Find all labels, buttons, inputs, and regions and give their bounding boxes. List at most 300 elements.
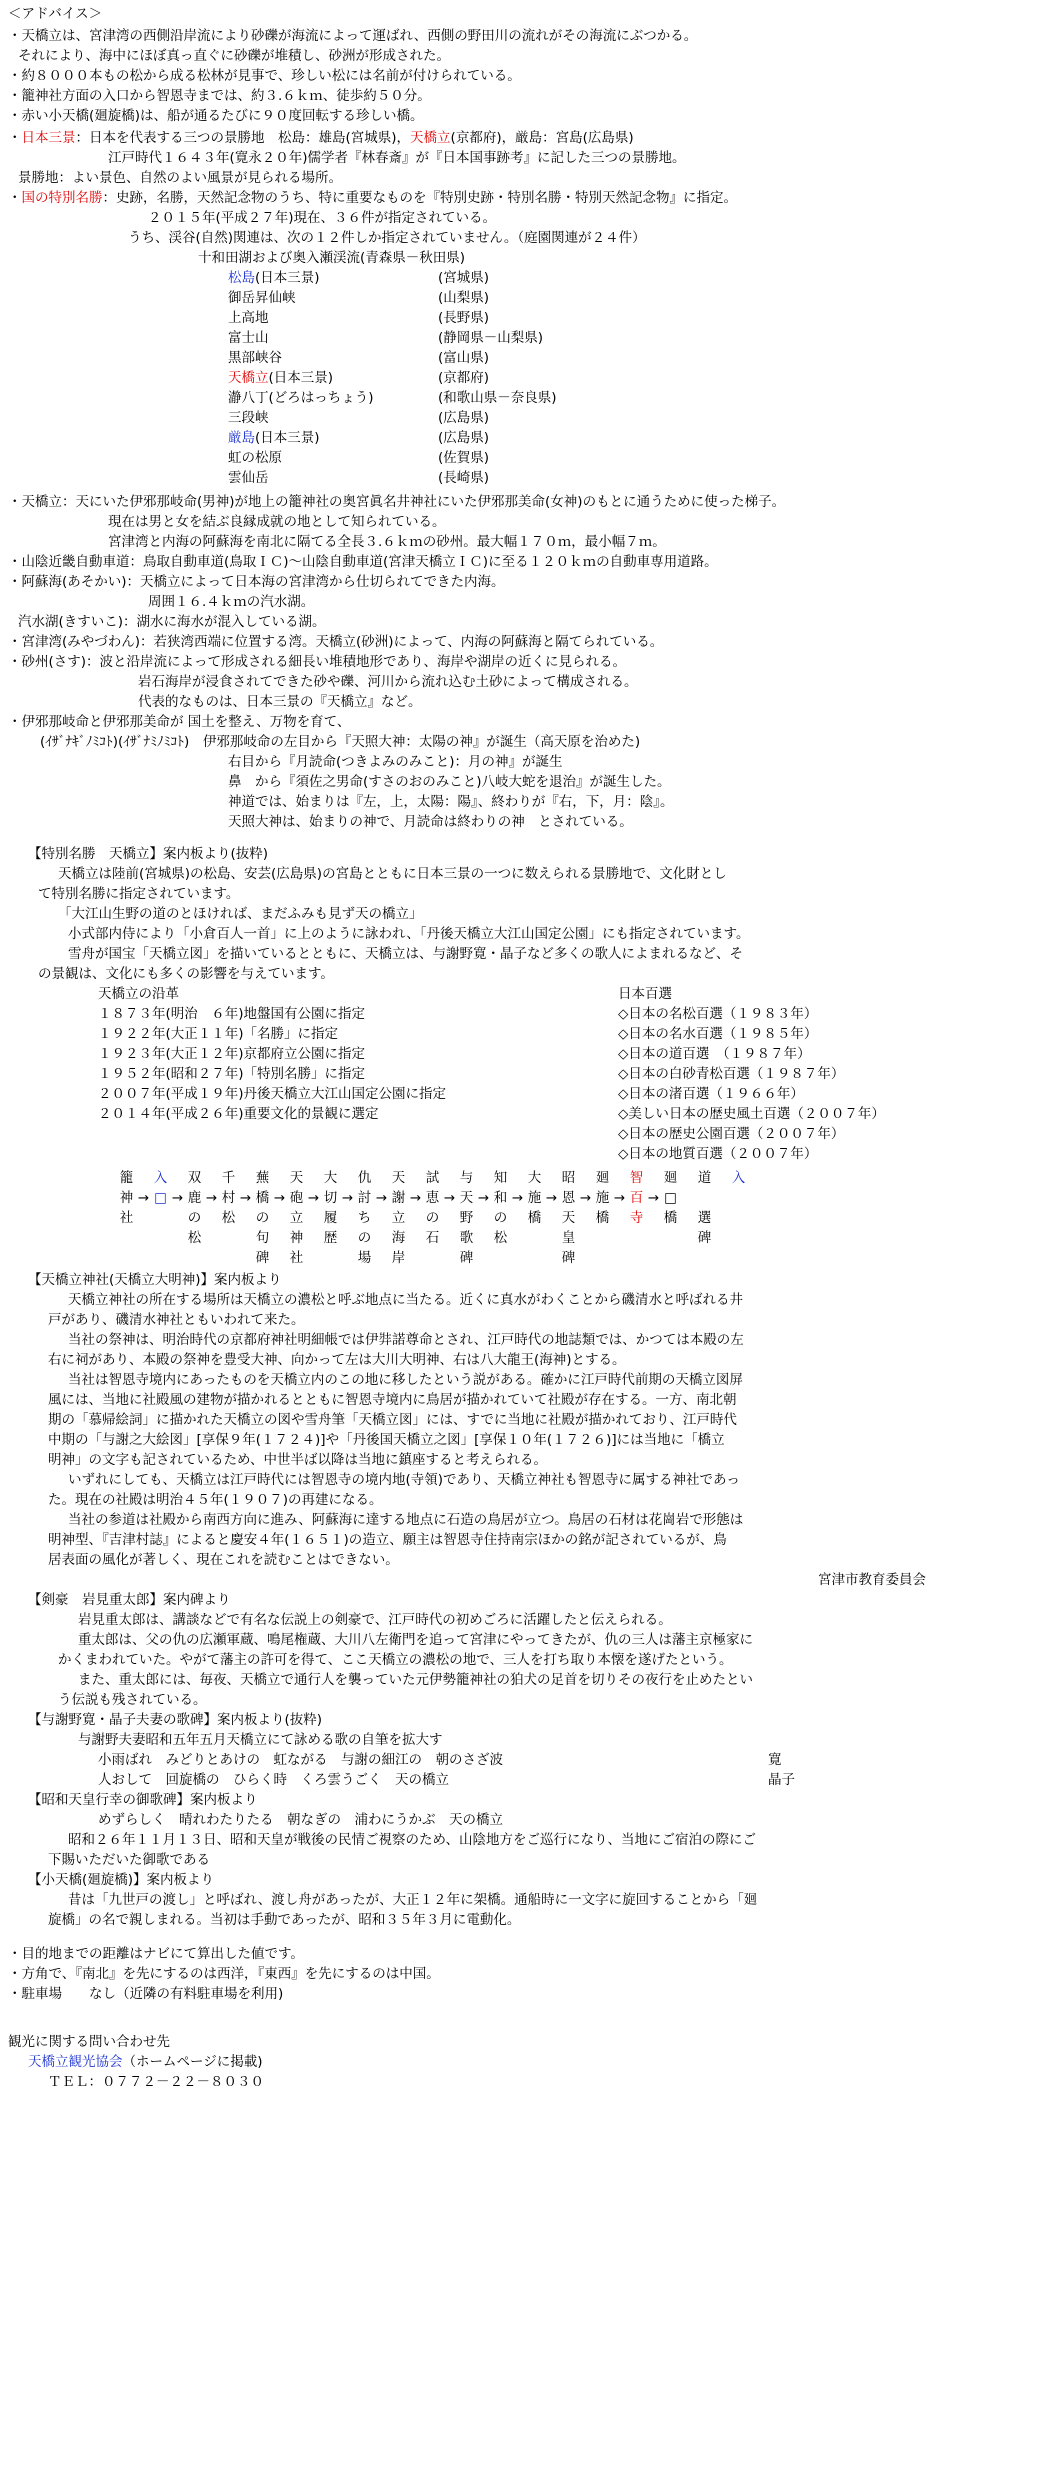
- history-item: １９５２年(昭和２７年)「特別名勝」に指定: [98, 1066, 366, 1082]
- route-map-char: [475, 1168, 492, 1188]
- route-map-char: [118, 1248, 135, 1268]
- board-line: 右に祠があり、本殿の祭神を豊受大神、向かって左は大川大明神、右は八大龍王(海神)とする。: [48, 1352, 626, 1368]
- route-map-char: 野: [459, 1210, 474, 1226]
- route-map-char: [135, 1168, 152, 1188]
- bullet: ・: [8, 190, 22, 206]
- route-map-char: 蕪: [255, 1170, 270, 1186]
- poet-name: 晶子: [768, 1772, 795, 1788]
- route-map-char: [492, 1248, 509, 1268]
- hyakusen-item: ◇日本の道百選 （１９８７年）: [618, 1046, 811, 1062]
- route-map-char: [152, 1228, 169, 1248]
- route-map-char: 和: [493, 1190, 508, 1206]
- route-map-char: の: [255, 1210, 270, 1226]
- sankei-amanohashidate: 天橋立: [410, 130, 451, 146]
- route-map-char: [577, 1228, 594, 1248]
- board-line: 与謝野夫妻昭和五年五月天橋立にて詠める歌の自筆を拡大す: [78, 1732, 443, 1748]
- tail-line: ・目的地までの距離はナビにて算出した値です。: [8, 1946, 304, 1962]
- place-pref: (広島県): [438, 410, 490, 426]
- route-map-char: □: [154, 1190, 167, 1206]
- route-map-char: 石: [425, 1230, 440, 1246]
- place-suffix: (日本三景): [255, 270, 320, 286]
- history-item: ２０１４年(平成２６年)重要文化的景観に選定: [98, 1106, 379, 1122]
- board-line: 【特別名勝 天橋立】案内板より(抜粋): [28, 846, 269, 862]
- route-map-char: 履: [323, 1210, 338, 1226]
- contact-org: 天橋立観光協会: [28, 2054, 123, 2070]
- route-map-char: [441, 1248, 458, 1268]
- board-line: 戸があり、磯清水神社ともいわれて来た。: [48, 1312, 305, 1328]
- board-line: 「大江山生野の道のとほければ、まだふみも見ず天の橋立」: [58, 906, 423, 922]
- route-map-char: 試: [425, 1170, 440, 1186]
- route-map-char: [152, 1208, 169, 1228]
- route-map-char: 鹿: [187, 1190, 202, 1206]
- route-map-char: 大: [323, 1170, 338, 1186]
- note-line: 岩石海岸が浸食されてできた砂や礫、河川から流れ込む土砂によって構成される。: [138, 674, 638, 690]
- route-map-char: [305, 1168, 322, 1188]
- hyakusen-item: ◇日本の名松百選（１９８３年）: [618, 1006, 818, 1022]
- place-row: [228, 428, 320, 448]
- route-map-char: [407, 1228, 424, 1248]
- route-map-char: [169, 1208, 186, 1228]
- board-line: いずれにしても、天橋立は江戸時代には智恩寺の境内地(寺領)であり、天橋立神社も智恩寺に属する神社であっ: [68, 1472, 740, 1488]
- route-map-char: [373, 1168, 390, 1188]
- board-line: 【剣豪 岩見重太郎】案内碑より: [28, 1592, 231, 1608]
- route-map-char: [237, 1228, 254, 1248]
- route-map-char: [645, 1208, 662, 1228]
- route-map-char: →: [511, 1190, 524, 1206]
- route-map-char: [645, 1168, 662, 1188]
- special-scenic-label: 国の特別名勝: [21, 190, 103, 206]
- sankei-text: (京都府)，厳島：宮島(広島県): [450, 130, 634, 146]
- route-map-char: [407, 1248, 424, 1268]
- route-map-char: [509, 1248, 526, 1268]
- board-line: めずらしく 晴れわたりたる 朝なぎの 浦わにうかぶ 天の橋立: [98, 1812, 503, 1828]
- route-map-char: →: [307, 1190, 320, 1206]
- route-map-char: 入: [153, 1170, 168, 1186]
- route-map-char: 句: [255, 1230, 270, 1246]
- route-map-char: [407, 1208, 424, 1228]
- board-line: 旋橋」の名で親しまれる。当初は手動であったが、昭和３５年３月に電動化。: [48, 1912, 521, 1928]
- hyakusen-item: ◇日本の地質百選（２００７年）: [618, 1146, 818, 1162]
- route-map-char: [407, 1168, 424, 1188]
- place-pref: (静岡県－山梨県): [438, 330, 544, 346]
- route-map-char: [441, 1168, 458, 1188]
- board-line: 【小天橋(廻旋橋)】案内板より: [28, 1872, 215, 1888]
- route-map-row: [118, 1248, 577, 1268]
- board-line: かくまわれていた。やがて藩主の許可を得て、ここ天橋立の濃松の地で、三人を打ち取り本懐を遂げたという。: [58, 1652, 733, 1668]
- board-line: 当社は智恩寺境内にあったものを天橋立内のこの地に移したという説がある。確かに江戸時代前期の天橋立図屏: [68, 1372, 743, 1388]
- route-map-char: [339, 1208, 356, 1228]
- route-map-char: [152, 1248, 169, 1268]
- route-map-char: 海: [391, 1230, 406, 1246]
- note-line: 右目から『月読命(つきよみのみこと)：月の神』が誕生: [228, 754, 563, 770]
- route-map-char: 施: [595, 1190, 610, 1206]
- route-map-char: [594, 1228, 611, 1248]
- route-map-char: [628, 1228, 645, 1248]
- route-map-char: の: [187, 1210, 202, 1226]
- board-line: 明神型、『吉津村誌』によると慶安４年(１６５１)の造立、願主は智恩寺住持南宗ほかの銘が記されているが、鳥: [48, 1532, 727, 1548]
- contact-title: 観光に関する問い合わせ先: [8, 2034, 170, 2050]
- sankei-text: ：日本を代表する三つの景勝地 松島：雄島(宮城県)，: [75, 130, 411, 146]
- note-line: 宮津湾と内海の阿蘇海を南北に隔てる全長３.６ｋｍの砂州。最大幅１７０ｍ，最小幅７ｍ。: [108, 534, 666, 550]
- note-line: ・阿蘇海(あそかい)：天橋立によって日本海の宮津湾から仕切られてできた内海。: [8, 574, 505, 590]
- board-line: 天橋立は陸前(宮城県)の松島、安芸(広島県)の宮島とともに日本三景の一つに数えられる景勝地で、文化財とし: [58, 866, 727, 882]
- route-map-char: □: [664, 1190, 677, 1206]
- note-line: 天照大神は、始まりの神で、月読命は終わりの神 とされている。: [228, 814, 633, 830]
- route-map-char: [169, 1168, 186, 1188]
- route-map-char: [713, 1168, 730, 1188]
- hyakusen-item: ◇日本の名水百選（１９８５年）: [618, 1026, 818, 1042]
- route-map-char: 天: [289, 1170, 304, 1186]
- hyakusen-item: ◇美しい日本の歴史風土百選（２００７年）: [618, 1106, 885, 1122]
- place-name: 天橋立: [228, 370, 269, 386]
- note-line: 汽水湖(きすいこ)：湖水に海水が混入している湖。: [18, 614, 326, 630]
- note-line: 神道では、始まりは『左，上，太陽：陽』、終わりが『右，下，月：陰』。: [228, 794, 674, 810]
- hyakusen-item: ◇日本の渚百選（１９６６年）: [618, 1086, 804, 1102]
- place-row: [228, 288, 296, 308]
- route-map-char: [169, 1228, 186, 1248]
- place-name: 虹の松原: [228, 450, 282, 466]
- place-name: 厳島: [228, 430, 255, 446]
- route-map-char: [169, 1248, 186, 1268]
- board-line: 昭和２６年１１月１３日、昭和天皇が戦後の民情ご視察のため、山陰地方をご巡行になり、当地にご宿泊の際にご: [68, 1832, 756, 1848]
- route-map-char: [339, 1168, 356, 1188]
- route-map-char: の: [425, 1210, 440, 1226]
- route-map-char: [220, 1248, 237, 1268]
- board-line: 天橋立神社の所在する場所は天橋立の濃松と呼ぶ地点に当たる。近くに真水がわくことから磯清水と呼ばれる井: [68, 1292, 743, 1308]
- route-map-char: [475, 1208, 492, 1228]
- route-map-char: 大: [527, 1170, 542, 1186]
- board-line: また、重太郎には、毎夜、天橋立で通行人を襲っていた元伊勢籠神社の狛犬の足首を切りその夜行を止めたとい: [78, 1672, 753, 1688]
- route-map-char: 岸: [391, 1250, 406, 1266]
- place-row: [228, 408, 269, 428]
- sankei-definition: 景勝地：よい景色、自然のよい風景が見られる場所。: [18, 170, 342, 186]
- board-line: て特別名勝に指定されています。: [38, 886, 240, 902]
- route-map-char: [135, 1228, 152, 1248]
- route-map-char: [424, 1248, 441, 1268]
- route-map-char: [577, 1208, 594, 1228]
- note-line: 代表的なものは、日本三景の『天橋立』など。: [138, 694, 422, 710]
- place-name: 黒部峡谷: [228, 350, 282, 366]
- route-map-char: の: [493, 1210, 508, 1226]
- route-map-row: [118, 1188, 679, 1208]
- advice-item: ・籠神社方面の入口から智恩寺までは、約３.６ｋｍ、徒歩約５０分。: [8, 88, 431, 104]
- route-map-char: 選: [697, 1210, 712, 1226]
- route-map-char: 立: [289, 1210, 304, 1226]
- place-name: 雲仙岳: [228, 470, 269, 486]
- sankei-history: 江戸時代１６４３年(寛永２０年)儒学者『林春斎』が『日本国事跡考』に記した三つの景勝地。: [108, 150, 686, 166]
- route-map-char: 松: [493, 1230, 508, 1246]
- route-map-char: ち: [357, 1210, 372, 1226]
- note-line: 現在は男と女を結ぶ良縁成就の地として知られている。: [108, 514, 446, 530]
- route-map-char: [220, 1228, 237, 1248]
- route-map-char: [679, 1208, 696, 1228]
- board-line: 宮津市教育委員会: [818, 1572, 926, 1588]
- route-map-char: 松: [187, 1230, 202, 1246]
- place-pref: (京都府): [438, 370, 490, 386]
- route-map-char: →: [613, 1190, 626, 1206]
- route-map-char: [441, 1228, 458, 1248]
- route-map-char: [611, 1168, 628, 1188]
- special-scenic-count: ２０１５年(平成２７年)現在、３６件が指定されている。: [148, 210, 497, 226]
- place-name: 十和田湖および奥入瀬渓流: [198, 250, 360, 266]
- route-map-char: 謝: [391, 1190, 406, 1206]
- advice-item: それにより、海中にほぼ真っ直ぐに砂礫が堆積し、砂洲が形成された。: [18, 48, 450, 64]
- route-map-char: →: [477, 1190, 490, 1206]
- hyakusen-item: ◇日本の白砂青松百選（１９８７年）: [618, 1066, 845, 1082]
- place-pref: (和歌山県－奈良県): [438, 390, 557, 406]
- note-line: (ｲｻﾞﾅｷﾞﾉﾐｺﾄ)(ｲｻﾞﾅﾐﾉﾐｺﾄ) 伊邪那岐命の左目から『天照大神：太陽の神』が誕生（高天原を治めた): [40, 734, 641, 750]
- advice-title: ＜アドバイス＞: [8, 6, 103, 22]
- route-map-char: 社: [119, 1210, 134, 1226]
- place-suffix: (日本三景): [255, 430, 320, 446]
- route-map-char: [543, 1208, 560, 1228]
- place-pref: (長崎県): [438, 470, 490, 486]
- route-map-char: [441, 1208, 458, 1228]
- route-map-char: 千: [221, 1170, 236, 1186]
- history-item: １９２２年(大正１１年)「名勝」に指定: [98, 1026, 339, 1042]
- board-line: 風には、当地に社殿風の建物が描かれるとともに智恩寺境内に鳥居が描かれていて社殿が存在する。一方、南北朝: [48, 1392, 737, 1408]
- route-map-char: 橋: [527, 1210, 542, 1226]
- route-map-char: の: [357, 1230, 372, 1246]
- route-map-char: [373, 1228, 390, 1248]
- place-pref: (長野県): [438, 310, 490, 326]
- route-map-char: [203, 1208, 220, 1228]
- place-name: 三段峡: [228, 410, 269, 426]
- route-map-char: →: [545, 1190, 558, 1206]
- note-line: ・砂州(さす)：波と沿岸流によって形成される細長い堆積地形であり、海岸や湖岸の近くに見られる。: [8, 654, 627, 670]
- route-map-char: [679, 1168, 696, 1188]
- place-row: [228, 348, 282, 368]
- board-line: 居表面の風化が著しく、現在これを読むことはできない。: [48, 1552, 399, 1568]
- route-map-char: 村: [221, 1190, 236, 1206]
- board-line: の景観は、文化にも多くの影響を与えています。: [38, 966, 334, 982]
- route-map-char: [509, 1168, 526, 1188]
- board-line: 中期の「与謝之大絵図」[享保９年(１７２４)]や「丹後国天橋立之図」[享保１０年(１７２６)]には当地に「橋立: [48, 1432, 725, 1448]
- route-map-char: [271, 1168, 288, 1188]
- route-map-row: [118, 1228, 713, 1248]
- route-map-char: [237, 1168, 254, 1188]
- route-map-char: →: [137, 1190, 150, 1206]
- route-map-char: [645, 1228, 662, 1248]
- route-map-char: [611, 1208, 628, 1228]
- route-map-char: 神: [289, 1230, 304, 1246]
- route-map-char: 場: [357, 1250, 372, 1266]
- route-map-char: [543, 1228, 560, 1248]
- place-row: [228, 468, 269, 488]
- tail-line: ・方角で、『南北』を先にするのは西洋，『東西』を先にするのは中国。: [8, 1966, 440, 1982]
- route-map-char: 廻: [663, 1170, 678, 1186]
- place-row: [228, 388, 374, 408]
- place-pref: (佐賀県): [438, 450, 490, 466]
- board-line: 岩見重太郎は、講談などで有名な伝説上の剣豪で、江戸時代の初めごろに活躍したと伝えられる。: [78, 1612, 672, 1628]
- hyakusen-title: 日本百選: [618, 986, 672, 1002]
- route-map-char: 立: [391, 1210, 406, 1226]
- board-line: 重太郎は、父の仇の広瀬軍蔵、鳴尾権蔵、大川八左衛門を追って宮津にやってきたが、仇の三人は藩主京極家に: [78, 1632, 753, 1648]
- route-map-char: 歌: [459, 1230, 474, 1246]
- route-map-char: [203, 1228, 220, 1248]
- board-line: 雪舟が国宝「天橋立図」を描いているとともに、天橋立は、与謝野寛・晶子など多くの歌人によまれるなど、そ: [68, 946, 743, 962]
- route-map-char: 碑: [561, 1250, 576, 1266]
- place-pref: (富山県): [438, 350, 490, 366]
- place-row: [228, 368, 333, 388]
- board-line: う伝説も残されている。: [58, 1692, 207, 1708]
- route-map-char: 天: [391, 1170, 406, 1186]
- route-map-char: 入: [731, 1170, 746, 1186]
- route-map-char: [305, 1208, 322, 1228]
- route-map-char: [135, 1208, 152, 1228]
- route-map-char: [305, 1248, 322, 1268]
- contact-org-note: （ホームページに掲載): [122, 2054, 263, 2070]
- place-name: 御岳昇仙峡: [228, 290, 296, 306]
- poet-name: 寛: [768, 1752, 782, 1768]
- place-row: [198, 248, 465, 268]
- route-map-char: [203, 1168, 220, 1188]
- advice-item: ・約８０００本もの松から成る松林が見事で、珍しい松には名前が付けられている。: [8, 68, 521, 84]
- route-map-char: [373, 1248, 390, 1268]
- place-pref: (宮城県): [438, 270, 490, 286]
- history-item: １９２３年(大正１２年)京都府立公園に指定: [98, 1046, 366, 1062]
- place-suffix: (日本三景): [268, 370, 334, 386]
- tail-line: ・駐車場 なし（近隣の有料駐車場を利用): [8, 1986, 284, 2002]
- advice-item: ・赤い小天橋(廻旋橋)は、船が通るたびに９０度回転する珍しい橋。: [8, 108, 424, 124]
- route-map-char: [662, 1228, 679, 1248]
- note-line: ・伊邪那岐命と伊邪那美命が 国土を整え、万物を育て、: [8, 714, 351, 730]
- board-line: 明神」の文字も記されているため、中世半ば以降は当地に鎮座すると考えられる。: [48, 1452, 547, 1468]
- route-map-char: [186, 1248, 203, 1268]
- route-map-char: 道: [697, 1170, 712, 1186]
- route-map-char: 恵: [425, 1190, 440, 1206]
- route-map-char: [271, 1228, 288, 1248]
- history-title: 天橋立の沿革: [98, 986, 179, 1002]
- route-map-char: [118, 1228, 135, 1248]
- history-item: １８７３年(明治 ６年)地盤国有公園に指定: [98, 1006, 366, 1022]
- route-map-char: [271, 1208, 288, 1228]
- route-map-char: 施: [527, 1190, 542, 1206]
- route-map-char: →: [205, 1190, 218, 1206]
- special-scenic-text: ：史跡，名勝，天然記念物のうち、特に重要なものを『特別史跡・特別名勝・特別天然記念物』に指定。: [102, 190, 737, 206]
- board-line: 当社の祭神は、明治時代の京都府神社明細帳では伊弉諾尊命とされ、江戸時代の地誌類では、かつては本殿の左: [68, 1332, 744, 1348]
- route-map-char: [679, 1228, 696, 1248]
- route-map-char: 討: [357, 1190, 372, 1206]
- place-name: 上高地: [228, 310, 269, 326]
- route-map-char: →: [443, 1190, 456, 1206]
- route-map-char: [135, 1248, 152, 1268]
- route-map-char: →: [239, 1190, 252, 1206]
- place-row: [228, 268, 320, 288]
- board-line: 小雨ばれ みどりとあけの 虹ながる 与謝の細江の 朝のさざ波: [98, 1752, 503, 1768]
- board-line: 【天橋立神社(天橋立大明神)】案内板より: [28, 1272, 282, 1288]
- note-line: ・山陰近畿自動車道：鳥取自動車道(鳥取ＩＣ)～山陰自動車道(宮津天橋立ＩＣ)に至る１２０ｋｍの自動車専用道路。: [8, 554, 718, 570]
- route-map-char: [339, 1248, 356, 1268]
- board-line: 昔は「九世戸の渡し」と呼ばれ、渡し舟があったが、大正１２年に架橋。通船時に一文字に旋回することから「廻: [68, 1892, 758, 1908]
- route-map-char: [322, 1248, 339, 1268]
- route-map-char: [203, 1248, 220, 1268]
- route-map-char: 碑: [697, 1230, 712, 1246]
- route-map-char: 松: [221, 1210, 236, 1226]
- history-item: ２００７年(平成１９年)丹後天橋立大江山国定公園に指定: [98, 1086, 447, 1102]
- route-map-char: [526, 1228, 543, 1248]
- route-map-char: 恩: [561, 1190, 576, 1206]
- route-map-char: 双: [187, 1170, 202, 1186]
- route-map-char: 寺: [629, 1210, 644, 1226]
- board-line: 【昭和天皇行幸の御歌碑】案内板より: [28, 1792, 258, 1808]
- place-row: [228, 328, 269, 348]
- place-name: 瀞八丁(どろはっちょう): [228, 390, 374, 406]
- route-map-char: [237, 1208, 254, 1228]
- route-map-row: [118, 1168, 747, 1188]
- special-scenic-ravines: うち、渓谷(自然)関連は、次の１２件しか指定されていません。（庭園関連が２４件）: [128, 230, 646, 246]
- route-map-char: [526, 1248, 543, 1268]
- route-map-char: [509, 1228, 526, 1248]
- board-line: 人おして 回旋橋の ひらく時 くろ雲うごく 天の橋立: [98, 1772, 449, 1788]
- bullet: ・: [8, 130, 22, 146]
- route-map-char: →: [579, 1190, 592, 1206]
- place-pref: (青森県－秋田県): [360, 250, 466, 266]
- advice-item: ・天橋立は、宮津湾の西側沿岸流により砂礫が海流によって運ばれ、西側の野田川の流れがその海流にぶつかる。: [8, 28, 698, 44]
- route-map-row: [118, 1208, 713, 1228]
- note-line: ・天橋立：天にいた伊邪那岐命(男神)が地上の籠神社の奥宮眞名井神社にいた伊邪那美命(女神)のもとに通うために使った梯子。: [8, 494, 786, 510]
- route-map-char: 与: [459, 1170, 474, 1186]
- place-name: 松島: [228, 270, 255, 286]
- route-map-char: 天: [561, 1210, 576, 1226]
- board-line: 当社の参道は社殿から南西方向に進み、阿蘇海に達する地点に石造の鳥居が立つ。鳥居の石材は花崗岩で形態は: [68, 1512, 744, 1528]
- board-line: 期の「慕帰絵詞」に描かれた天橋立の図や雪舟筆「天橋立図」には、すでに当地に社殿が描かれており、江戸時代: [48, 1412, 737, 1428]
- contact-tel: ＴＥＬ：０７７２－２２－８０３０: [48, 2074, 264, 2090]
- route-map-char: 廻: [595, 1170, 610, 1186]
- board-line: 下賜いただいた御歌である: [48, 1852, 210, 1868]
- route-map-char: 百: [629, 1190, 644, 1206]
- board-line: 小式部内侍により「小倉百人一首」に上のように詠われ、「丹後天橋立大江山国定公園」にも指定されています。: [68, 926, 750, 942]
- route-map-char: 知: [493, 1170, 508, 1186]
- sankei-line: [8, 128, 634, 148]
- route-map-char: [543, 1248, 560, 1268]
- route-map-char: 橋: [663, 1210, 678, 1226]
- note-line: 周囲１６.４ｋｍの汽水湖。: [148, 594, 315, 610]
- route-map-char: 砲: [289, 1190, 304, 1206]
- board-line: た。現在の社殿は明治４５年(１９０７)の再建になる。: [48, 1492, 383, 1508]
- route-map-char: →: [647, 1190, 660, 1206]
- route-map-char: 智: [629, 1170, 644, 1186]
- route-map-char: 昭: [561, 1170, 576, 1186]
- place-row: [228, 448, 282, 468]
- route-map-char: 神: [119, 1190, 134, 1206]
- hyakusen-item: ◇日本の歴史公園百選（２００７年）: [618, 1126, 845, 1142]
- route-map-char: 皇: [561, 1230, 576, 1246]
- route-map-char: 橋: [255, 1190, 270, 1206]
- route-map-char: →: [273, 1190, 286, 1206]
- route-map-char: [475, 1248, 492, 1268]
- note-line: ・宮津湾(みやづわん)：若狭湾西端に位置する湾。天橋立(砂洲)によって、内海の阿蘇海と隔てられている。: [8, 634, 664, 650]
- route-map-char: 籠: [119, 1170, 134, 1186]
- route-map-char: 天: [459, 1190, 474, 1206]
- route-map-char: [577, 1168, 594, 1188]
- route-map-char: 碑: [459, 1250, 474, 1266]
- route-map-char: [611, 1228, 628, 1248]
- route-map-char: [237, 1248, 254, 1268]
- route-map-char: →: [409, 1190, 422, 1206]
- contact-org-line: [28, 2052, 263, 2072]
- board-line: 【与謝野寛・晶子夫妻の歌碑】案内板より(抜粋): [28, 1712, 323, 1728]
- place-name: 富士山: [228, 330, 269, 346]
- route-map-char: [339, 1228, 356, 1248]
- route-map-char: 碑: [255, 1250, 270, 1266]
- route-map-char: →: [341, 1190, 354, 1206]
- route-map-char: 仇: [357, 1170, 372, 1186]
- special-scenic-line: [8, 188, 737, 208]
- route-map-char: [543, 1168, 560, 1188]
- note-line: 鼻 から『須佐之男命(すさのおのみこと)八岐大蛇を退治』が誕生した。: [228, 774, 671, 790]
- route-map-char: [305, 1228, 322, 1248]
